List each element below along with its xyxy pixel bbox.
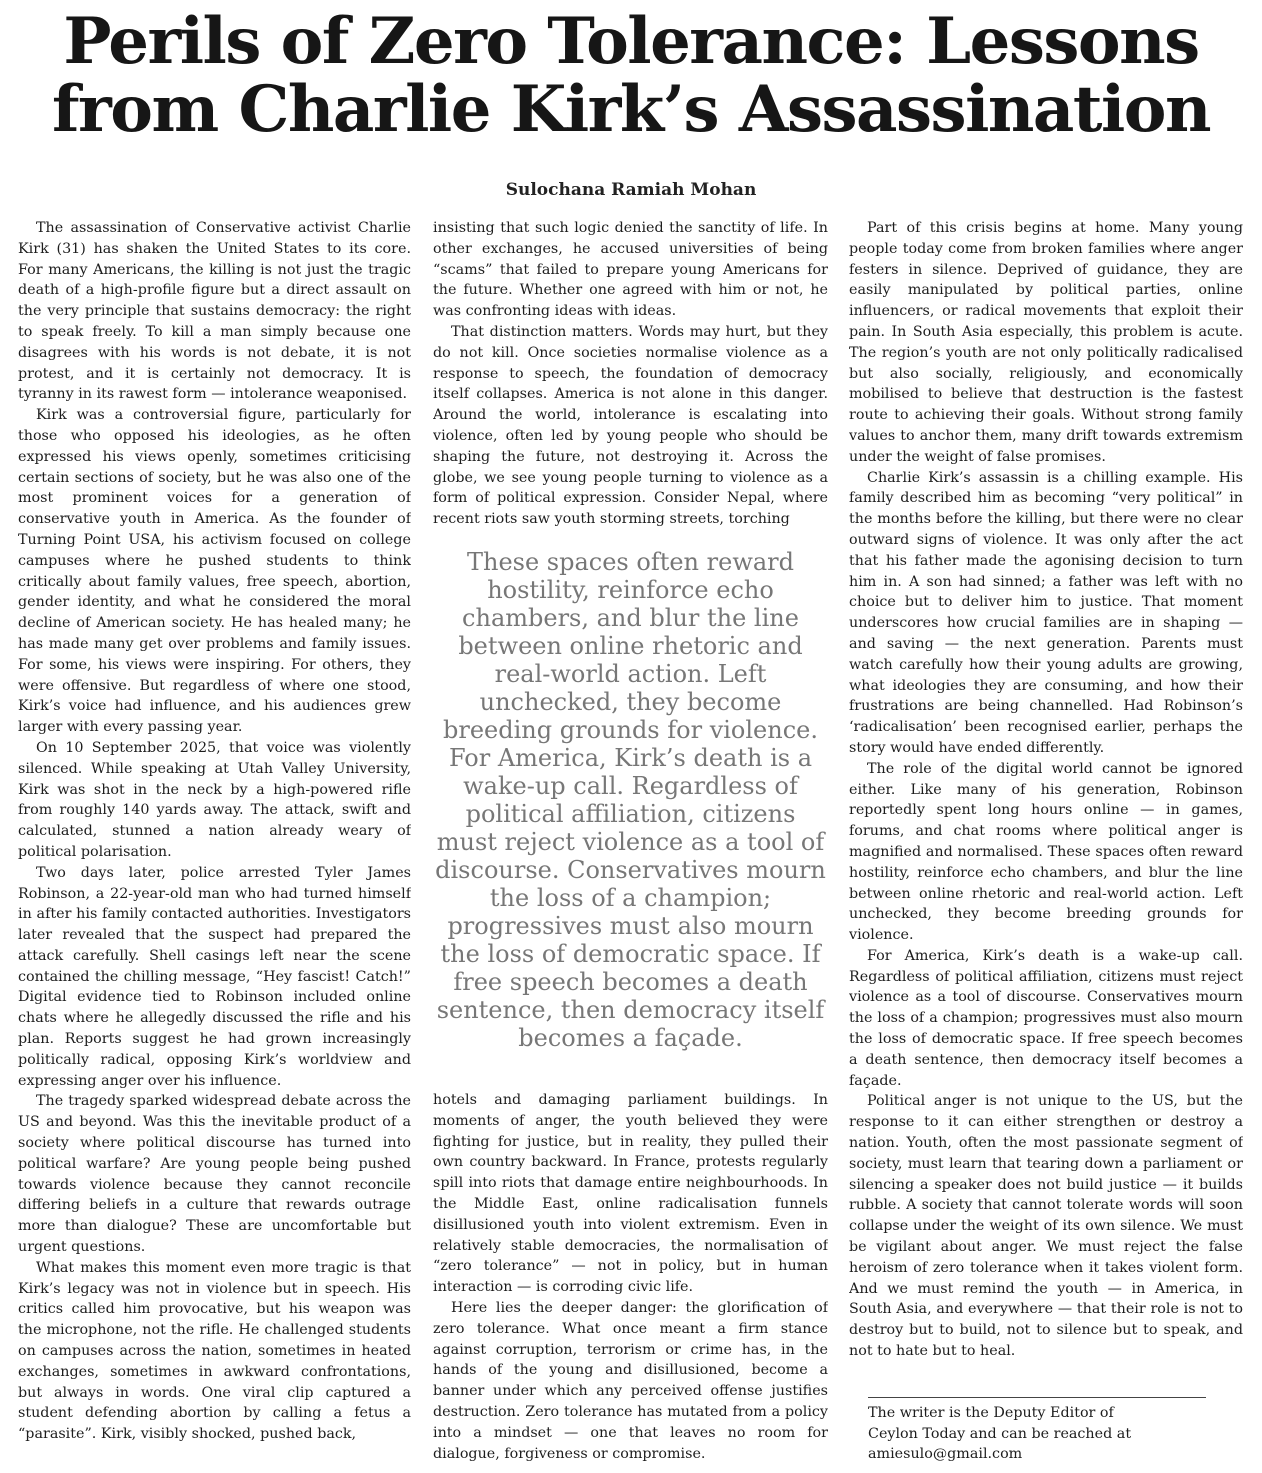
byline: Sulochana Ramiah Mohan bbox=[505, 180, 757, 200]
paragraph: Two days later, police arrested Tyler James Robinson, a 22-year-old man who had turned himself in after his family contacted authorities. Investigators later revealed that the suspect had prepared the attack carefully. Shell casings left near the scene contained the chilling message, “Hey fascist! Catch!” Digital evidence tied to Robinson included online chats where he allegedly discussed the rifle and his plan. Reports suggest he had grown increasingly politically radical, opposing Kirk’s worldview and expressing anger over his influence. bbox=[18, 864, 411, 1089]
column-2-bottom bbox=[433, 1090, 828, 1468]
paragraph: insisting that such logic denied the sanctity of life. In other exchanges, he accused universities of being “scams” that failed to prepare young Americans for the future. Whether one agreed with him or not, he was confronting ideas with ideas. bbox=[433, 220, 828, 320]
author-email: amiesulo@gmail.com bbox=[868, 1446, 1023, 1462]
paragraph: On 10 September 2025, that voice was violently silenced. While speaking at Utah Valley University, Kirk was shot in the neck by a high-powered rifle from roughly 140 yards away. The attack, swift and calculated, stunned a nation already weary of political polarisation. bbox=[18, 739, 411, 860]
paragraph: Political anger is not unique to the US, but the response to it can either strengthen or destroy a nation. Youth, often the most passionate segment of society, must learn that tearing down a parliament or silencing a speaker does not build justice — it builds rubble. A society that cannot tolerate words will soon collapse under the weight of its own silence. We must be vigilant about anger. We must reject the false heroism of zero tolerance when it takes violent form. And we must remind the youth — in America, in South Asia, and everywhere — that their role is not to destroy but to build, not to silence but to speak, and not to hate but to heal. bbox=[849, 1093, 1243, 1360]
paragraph: For America, Kirk’s death is a wake-up call. Regardless of political affiliation, citizens must reject violence as a tool of discourse. Conservatives mourn the loss of a champion; progressives must also mourn the loss of democratic space. If free speech becomes a death sentence, then democracy itself becomes a façade. bbox=[849, 947, 1243, 1089]
column-3 bbox=[849, 218, 1243, 1382]
pull-quote: These spaces often reward hostility, reinforce echo chambers, and blur the line between online rhetoric and real-world action. Left unchecked, they become breeding grounds for violence. For America, Kirk’s death is a wake-up call. Regardless of political affiliation, citizens must reject violence as a tool of discourse. Conservatives mourn the loss of a champion; progressives must also mourn the loss of democratic space. If free speech becomes a death sentence, then democracy itself becomes a façade. bbox=[435, 548, 826, 1052]
paragraph: Part of this crisis begins at home. Many young people today come from broken families where anger festers in silence. Deprived of guidance, they are easily manipulated by political parties, online influencers, or radical movements that exploit their pain. In South Asia especially, this problem is acute. The region’s youth are not only politically radicalised but also socially, religiously, and economically mobilised to believe that destruction is the fastest route to achieving their goals. Without strong family values to anchor them, many drift towards extremism under the weight of false promises. bbox=[849, 220, 1243, 465]
column-2-top bbox=[433, 218, 828, 530]
paragraph: The tragedy sparked widespread debate across the US and beyond. Was this the inevitable product of a society where political discourse has turned into political warfare? Are young people being pushed towards violence because they cannot reconcile differing beliefs in a culture that rewards outrage more than dialogue? These are uncomfortable but urgent questions. bbox=[18, 1093, 411, 1256]
paragraph: The role of the digital world cannot be ignored either. Like many of his generation, Robinson reportedly spent long hours online — in games, forums, and chat rooms where political anger is magnified and normalised. These spaces often reward hostility, reinforce echo chambers, and blur the line between online rhetoric and real-world action. Left unchecked, they become breeding grounds for violence. bbox=[849, 760, 1243, 944]
headline: Perils of Zero Tolerance: Lessons from Charlie Kirk’s Assassination bbox=[52, 4, 1210, 147]
paragraph: That distinction matters. Words may hurt, but they do not kill. Once societies normalise violence as a response to speech, the foundation of democracy itself collapses. America is not alone in this danger. Around the world, intolerance is escalating into violence, often led by young people who should be shaping the future, not destroying it. Across the globe, we see young people turning to violence as a form of political expression. Consider Nepal, where recent riots saw youth storming streets, torching bbox=[433, 323, 828, 528]
paragraph: Kirk was a controversial figure, particularly for those who opposed his ideologies, as he often expressed his views openly, sometimes criticising certain sections of society, but he was also one of the most prominent voices for a generation of conservative youth in America. As the founder of Turning Point USA, his activism focused on college campuses where he pushed students to think critically about family values, free speech, abortion, gender identity, and what he considered the moral decline of American society. He has healed many; he has made many get over problems and family issues. For some, his views were inspiring. For others, they were offensive. But regardless of where one stood, Kirk’s voice had influence, and his audiences grew larger with every passing year. bbox=[18, 407, 411, 736]
author-note-line: Ceylon Today and can be reached at bbox=[868, 1425, 1132, 1442]
paragraph: Here lies the deeper danger: the glorification of zero tolerance. What once meant a firm stance against corruption, terrorism or crime has, in the hands of the young and disillusioned, become a banner under which any perceived offense justifies destruction. Zero tolerance has mutated from a policy into a mindset — one that leaves no room for dialogue, forgiveness or compromise. bbox=[433, 1299, 828, 1462]
column-1 bbox=[18, 218, 411, 1468]
paragraph: The assassination of Conservative activist Charlie Kirk (31) has shaken the United States to its core. For many Americans, the killing is not just the tragic death of a high-profile figure but a direct assault on the very principle that sustains democracy: the right to speak freely. To kill a man simply because one disagrees with his words is not debate, it is not protest, and it is certainly not democracy. It is tyranny in its rawest form — intolerance weaponised. bbox=[18, 220, 411, 403]
author-note-line: The writer is the Deputy Editor of bbox=[868, 1405, 1114, 1421]
paragraph: What makes this moment even more tragic is that Kirk’s legacy was not in violence but in speech. His critics called him provocative, but his weapon was the microphone, not the rifle. He challenged students on campuses across the nation, sometimes in heated exchanges, sometimes in awkward confrontations, but always in words. One viral clip captured a student defending abortion by calling a fetus a “parasite”. Kirk, visibly shocked, pushed back, bbox=[18, 1259, 411, 1443]
paragraph: hotels and damaging parliament buildings. In moments of anger, the youth believed they were fighting for justice, but in reality, they pulled their own country backward. In France, protests regularly spill into riots that damage entire neighbourhoods. In the Middle East, online radicalisation funnels disillusioned youth into violent extremism. Even in relatively stable democracies, the normalisation of “zero tolerance” — not in policy, but in human interaction — is corroding civic life. bbox=[433, 1092, 828, 1296]
author-note bbox=[868, 1403, 1228, 1465]
footer-divider bbox=[868, 1397, 1206, 1398]
paragraph: Charlie Kirk’s assassin is a chilling example. His family described him as becoming “very political” in the months before the killing, but there were no clear outward signs of violence. It was only after the act that his father made the agonising decision to turn him in. A son had sinned; a father was left with no choice but to deliver him to justice. That moment underscores how crucial families are in shaping — and saving — the next generation. Parents must watch carefully how their young adults are growing, what ideologies they are consuming, and how their frustrations are being channelled. Had Robinson’s ‘radicalisation’ been recognised earlier, perhaps the story would have ended differently. bbox=[849, 469, 1243, 756]
